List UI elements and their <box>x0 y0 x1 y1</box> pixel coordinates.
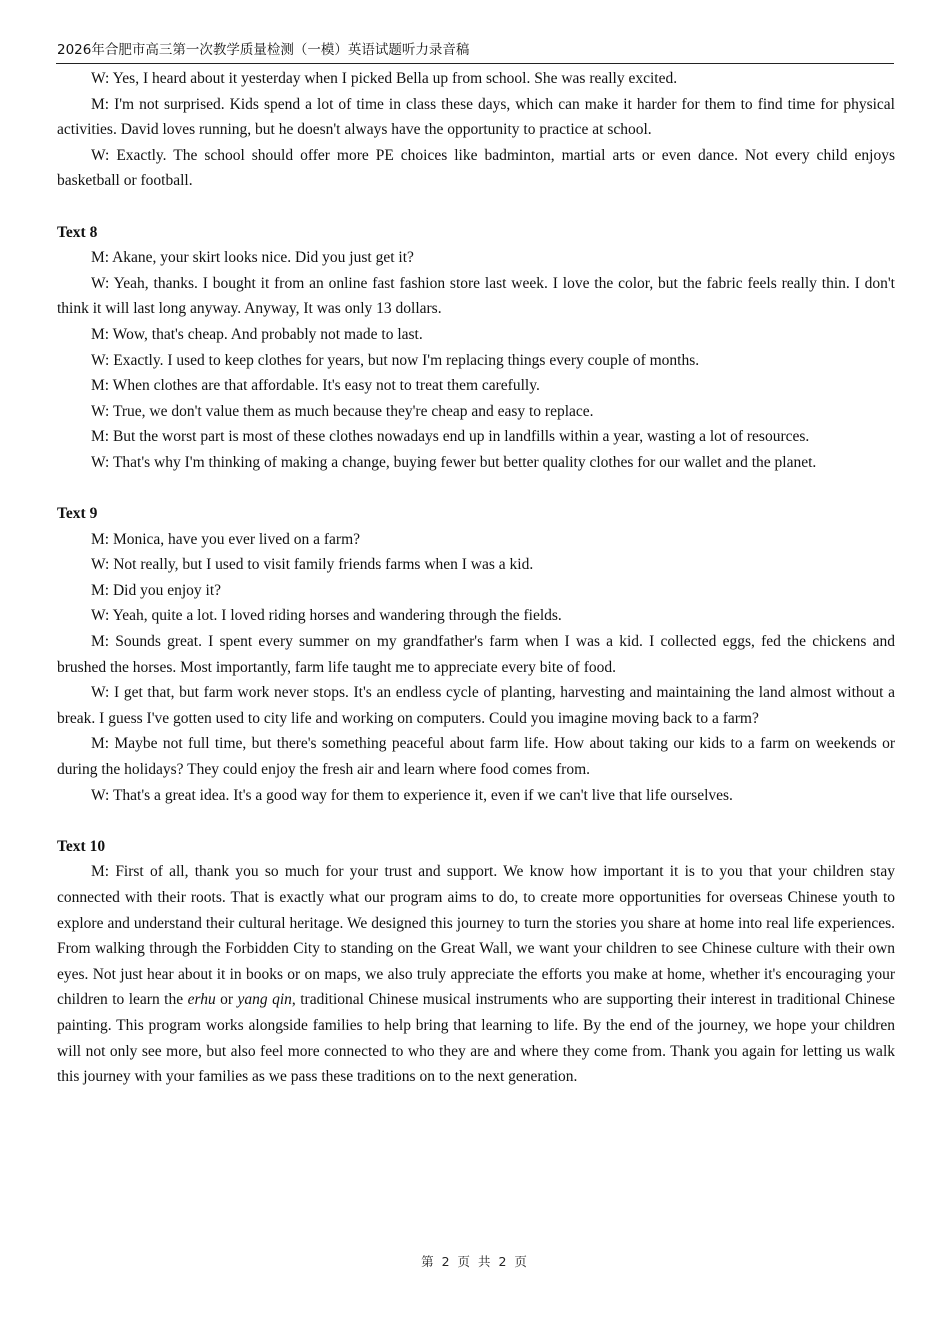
section-heading-text9: Text 9 <box>57 505 98 523</box>
dialogue-line: W: I get that, but farm work never stops. It's an endless cycle of planting, harvesting and maintaining the land almost without a break. I guess I've gotten used to city life and working on computers. Could you imagine moving back to a farm? <box>57 684 895 727</box>
dialogue-line: M: Wow, that's cheap. And probably not made to last. <box>91 325 423 343</box>
dialogue-line: W: Yeah, quite a lot. I loved riding horses and wandering through the fields. <box>91 607 562 625</box>
dialogue-line: W: Exactly. I used to keep clothes for years, but now I'm replacing things every couple of months. <box>91 351 700 369</box>
dialogue-line: M: But the worst part is most of these clothes nowadays end up in landfills within a year, wasting a lot of resources. <box>91 428 810 446</box>
dialogue-line: W: Not really, but I used to visit family friends farms when I was a kid. <box>91 556 534 574</box>
section-heading-text10: Text 10 <box>57 837 106 855</box>
dialogue-line: M: When clothes are that affordable. It's easy not to treat them carefully. <box>91 377 540 395</box>
dialogue-line: M: Akane, your skirt looks nice. Did you just get it? <box>91 249 414 267</box>
dialogue-line: W: That's why I'm thinking of making a change, buying fewer but better quality clothes for our wallet and the planet. <box>91 453 817 471</box>
instrument-term-erhu: erhu <box>187 991 216 1009</box>
instrument-term-yangqin: yang qin <box>237 991 292 1009</box>
monologue-paragraph <box>57 859 895 1089</box>
monologue-text-part1: M: First of all, thank you so much for your trust and support. We know how important it is to you that your children stay connected with their roots. That is exactly what our program aims to do, to create more opportunities for overseas Chinese youth to explore and understand their cultural heritage. We designed this journey to turn the stories you share at home into real life experiences. From walking through the Forbidden City to standing on the Great Wall, we want your children to see Chinese culture with their own eyes. Not just hear about it in books or on maps, we also truly appreciate the efforts you make at home, whether it's encouraging your children to learn the <box>57 863 895 1009</box>
dialogue-line: W: Yeah, thanks. I bought it from an online fast fashion store last week. I love the color, but the fabric feels really thin. I don't think it will last long anyway. Anyway, It was only 13 dollars. <box>57 274 895 318</box>
dialogue-line: M: Sounds great. I spent every summer on my grandfather's farm when I was a kid. I collected eggs, fed the chickens and brushed the horses. Most importantly, farm life taught me to appreciate every bite of food. <box>57 633 895 676</box>
section-heading-text8: Text 8 <box>57 223 98 241</box>
dialogue-line: M: Did you enjoy it? <box>91 581 222 599</box>
dialogue-line: M: I'm not surprised. Kids spend a lot of time in class these days, which can make it harder for them to find time for physical activities. David loves running, but he doesn't always have the opportunity to practice at school. <box>57 95 895 139</box>
header-divider <box>56 63 894 64</box>
dialogue-line: W: That's a great idea. It's a good way for them to experience it, even if we can't live that life ourselves. <box>91 786 733 804</box>
dialogue-line: M: Maybe not full time, but there's something peaceful about farm life. How about taking our kids to a farm on weekends or during the holidays? They could enjoy the fresh air and learn where food comes from. <box>57 735 895 779</box>
monologue-text-part2: , traditional Chinese musical instruments who are supporting their interest in traditional Chinese painting. This program works alongside families to help bring that learning to life. By the end of the journey, we hope your children will not only see more, but also feel more connected to who they are and where they come from. Thank you again for letting us walk this journey with your families as we pass these traditions on to the next generation. <box>57 991 895 1086</box>
dialogue-line: M: Monica, have you ever lived on a farm? <box>91 530 361 548</box>
dialogue-line: W: Exactly. The school should offer more PE choices like badminton, martial arts or even dance. Not every child enjoys basketball or football. <box>57 146 895 190</box>
dialogue-line: W: Yes, I heard about it yesterday when I picked Bella up from school. She was really excited. <box>91 70 678 87</box>
transcript-body <box>57 66 895 1090</box>
monologue-connector: or <box>215 991 238 1009</box>
page-header-title: 2026年合肥市高三第一次教学质量检测（一模）英语试题听力录音稿 <box>57 42 470 58</box>
dialogue-line: W: True, we don't value them as much because they're cheap and easy to replace. <box>91 402 594 420</box>
page-number-footer: 第 2 页 共 2 页 <box>421 1254 529 1269</box>
